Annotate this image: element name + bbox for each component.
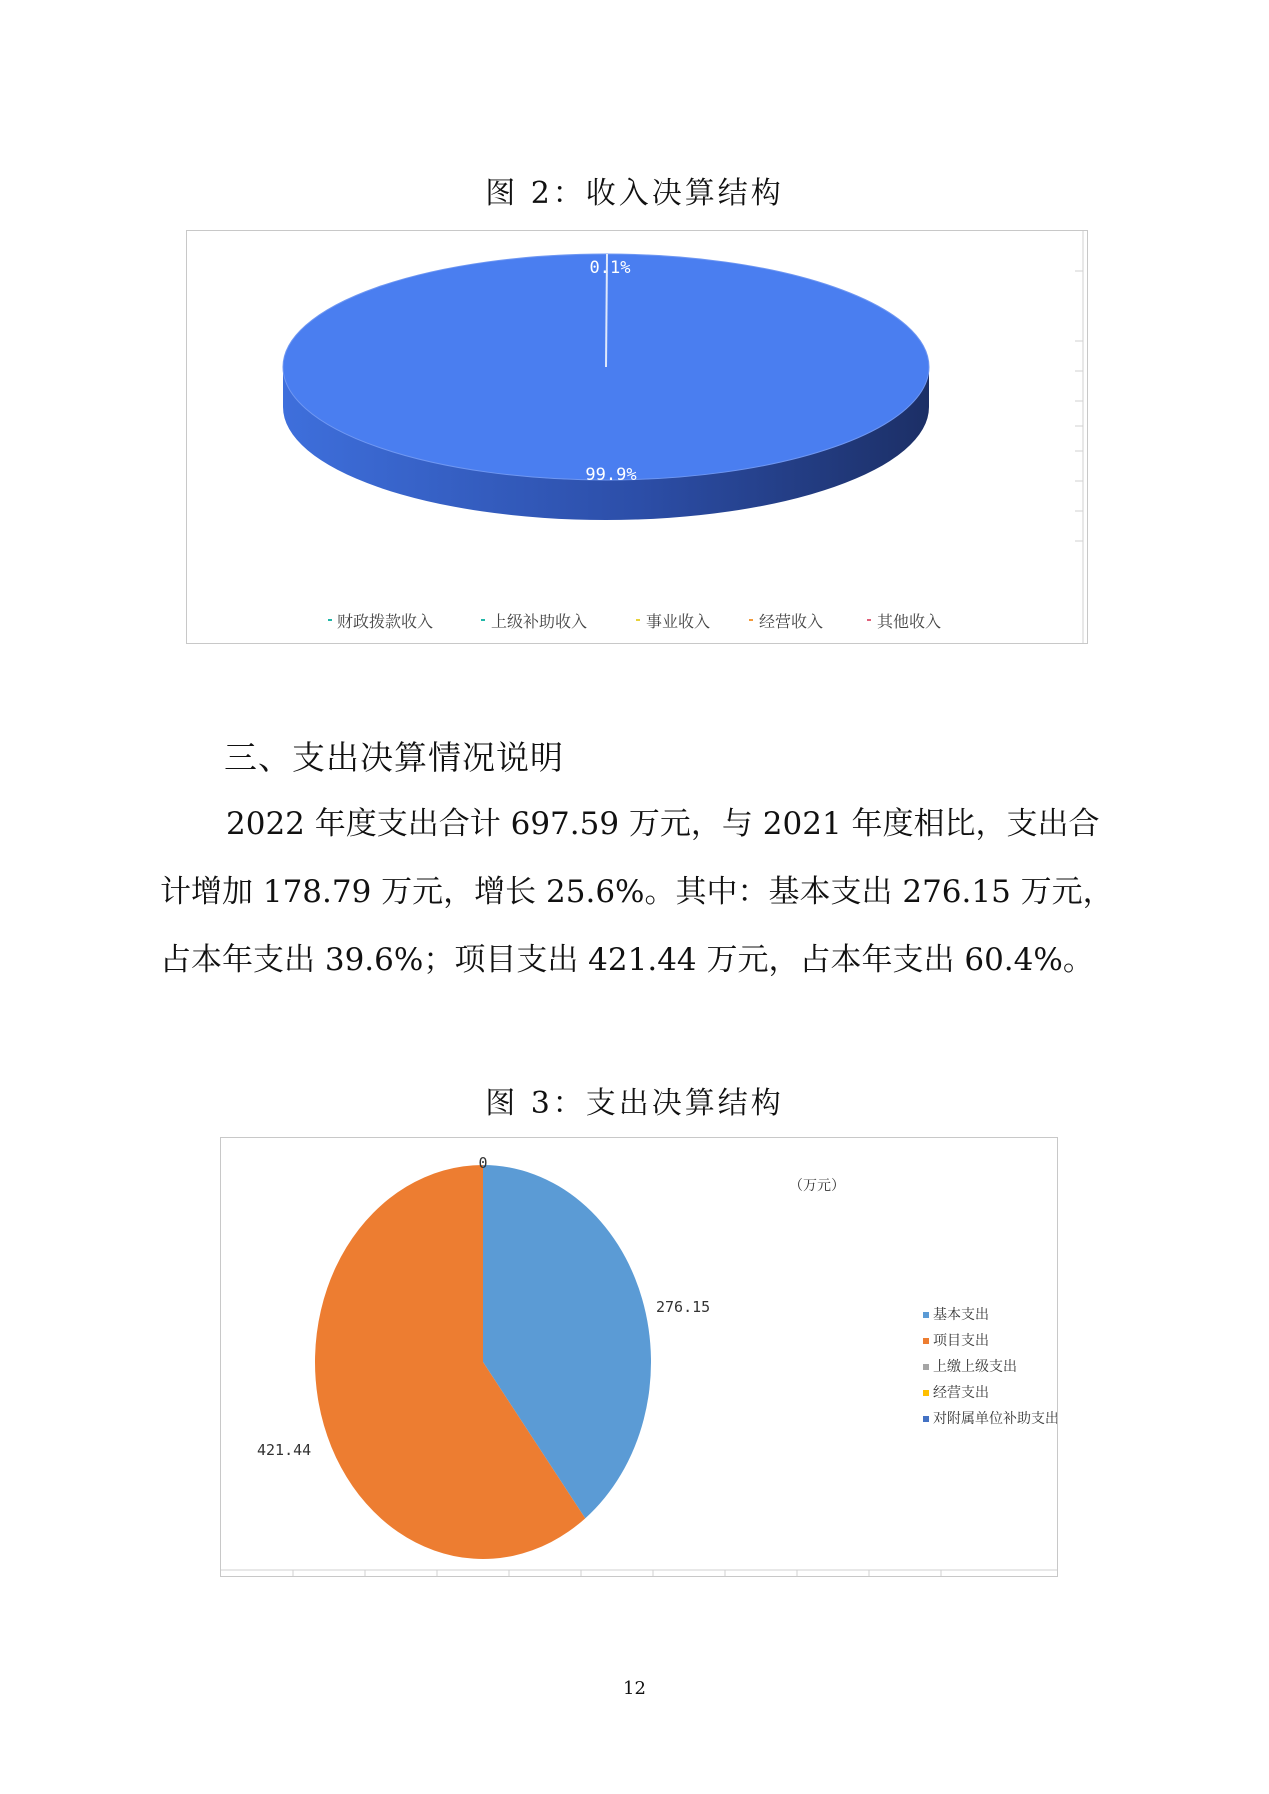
legend-item-事业收入: 事业收入: [646, 612, 711, 631]
legend-marker-事业收入: [636, 619, 640, 621]
legend-marker-经营支出: [923, 1390, 929, 1396]
legend-item-上级补助收入: 上级补助收入: [491, 612, 588, 631]
data-label-276.15: 276.15: [656, 1298, 711, 1316]
figure3-title: 图 3：支出决算结构: [485, 1086, 784, 1121]
legend-item-基本支出: 基本支出: [933, 1307, 989, 1323]
legend-marker-对附属单位补助支出: [923, 1416, 929, 1422]
figure2-right-axis: [1075, 231, 1083, 643]
page-number: 12: [623, 1678, 646, 1699]
figure3-pie-svg: [221, 1138, 1057, 1576]
figure3-bottom-axis: [221, 1570, 1057, 1576]
figure2-legend: [328, 612, 941, 631]
data-label-99.9: 99.9%: [585, 465, 637, 485]
legend-item-财政拨款收入: 财政拨款收入: [337, 612, 434, 631]
legend-marker-财政拨款收入: [328, 619, 332, 621]
legend-item-上缴上级支出: 上缴上级支出: [933, 1359, 1017, 1375]
legend-marker-基本支出: [923, 1312, 929, 1318]
legend-item-项目支出: 项目支出: [933, 1333, 989, 1349]
section-heading: 三、支出决算情况说明: [224, 738, 564, 777]
legend-item-经营收入: 经营收入: [759, 612, 824, 631]
figure2-chart: [186, 230, 1088, 644]
legend-marker-经营收入: [749, 619, 753, 621]
legend-marker-上级补助收入: [481, 619, 485, 621]
paragraph-line-3: 占本年支出 39.6%；项目支出 421.44 万元，占本年支出 60.4%。: [160, 942, 1094, 978]
figure3-legend: [923, 1306, 1057, 1427]
legend-item-对附属单位补助支出: 对附属单位补助支出: [933, 1411, 1057, 1427]
figure2-pie-svg: [187, 231, 1087, 643]
legend-item-其他收入: 其他收入: [877, 612, 942, 631]
legend-marker-上缴上级支出: [923, 1364, 929, 1370]
legend-marker-其他收入: [867, 619, 871, 621]
legend-item-经营支出: 经营支出: [933, 1385, 989, 1401]
unit-label: （万元）: [789, 1178, 845, 1194]
paragraph-line-1: 2022 年度支出合计 697.59 万元，与 2021 年度相比，支出合: [226, 806, 1100, 842]
legend-marker-项目支出: [923, 1338, 929, 1344]
figure2-title: 图 2：收入决算结构: [485, 176, 784, 211]
figure3-chart: [220, 1137, 1058, 1577]
data-label-421.44: 421.44: [257, 1441, 312, 1459]
paragraph-line-2: 计增加 178.79 万元，增长 25.6%。其中：基本支出 276.15 万元，: [160, 874, 1114, 910]
section-paragraph: [160, 790, 1120, 994]
data-label-0: 0: [478, 1154, 488, 1172]
data-label-0.1: 0.1%: [589, 258, 631, 278]
